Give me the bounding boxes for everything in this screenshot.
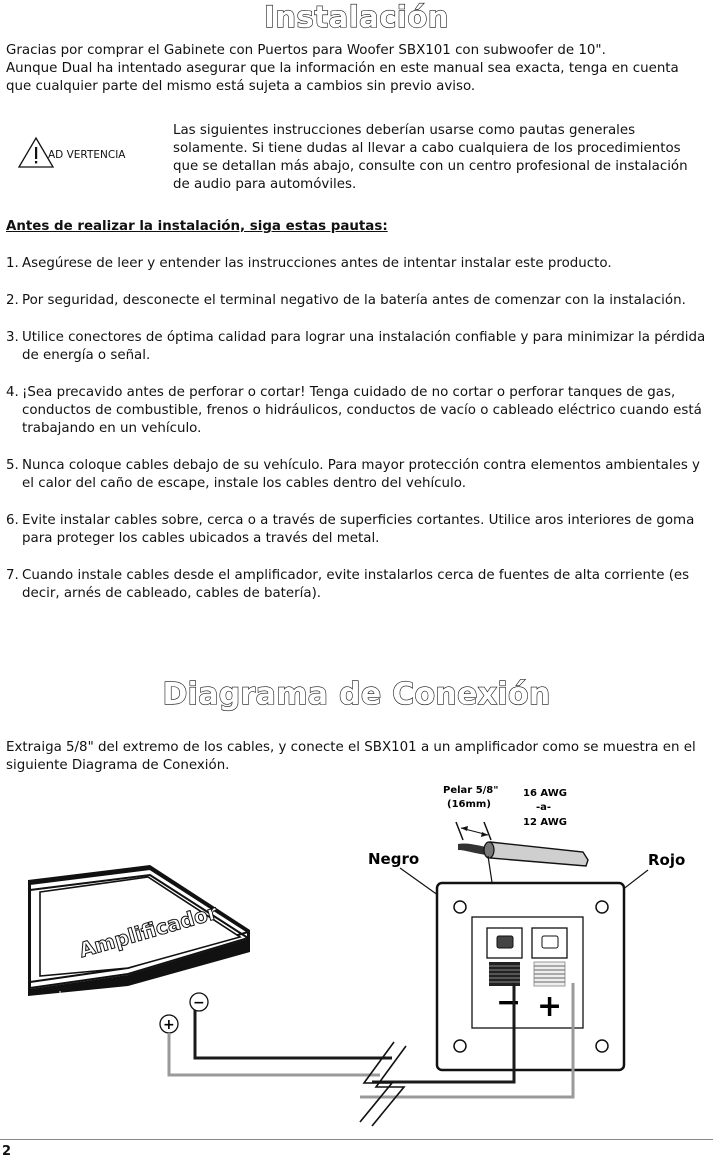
red-wire-label: Rojo [648, 851, 686, 869]
footer-divider [0, 1139, 713, 1140]
list-item: 5. Nunca coloque cables debajo de su vehículo. Para mayor protección contra elementos ambientales y el calor del caño de escape, instale los cables dentro del vehículo. [6, 458, 700, 491]
diagram-title: Diagrama de Conexión [162, 677, 551, 712]
stripped-wire-illustration [456, 822, 588, 866]
connection-diagram [0, 780, 713, 1130]
list-item: 2. Por seguridad, desconecte el terminal negativo de la batería antes de comenzar con la instalación. [6, 293, 686, 308]
diagram-instructions: Extraiga 5/8" del extremo de los cables, y conecte el SBX101 a un amplificador como se muestra en el siguiente Diagrama de Conexión. [6, 740, 696, 773]
black-wire-label: Negro [368, 850, 420, 868]
page-title: Instalación [264, 0, 449, 34]
intro-paragraph [6, 42, 708, 96]
before-install-heading: Antes de realizar la instalación, siga estas pautas: [6, 219, 388, 234]
svg-text:−: − [193, 995, 205, 1011]
wire-gauge-separator: -a- [536, 802, 552, 813]
list-item: 3. Utilice conectores de óptima calidad para lograr una instalación confiable y para minimizar la pérdida de energía o señal. [6, 330, 706, 363]
wire-break-symbol [360, 1042, 406, 1126]
svg-text:+: + [163, 1017, 175, 1033]
terminal-negative-sign: − [496, 985, 522, 1020]
intro-line-thanks: Gracias por comprar el Gabinete con Puertos para Woofer SBX101 con subwoofer de 10". [6, 43, 606, 58]
warning-box [14, 136, 134, 170]
page-number: 2 [2, 1144, 12, 1159]
warning-text: Las siguientes instrucciones deberían usarse como pautas generales solamente. Si tiene dudas al llevar a cabo cualquiera de los procedimientos que se detallan más abajo, consulte con un centro profesional de instalación de audio para automóviles. [173, 123, 688, 192]
list-item: 4. ¡Sea precavido antes de perforar o cortar! Tenga cuidado de no cortar o perforar tanques de gas, conductos de combustible, frenos o hidráulicos, conductos de vacío o cableado eléctrico cuando está trabajando en un vehículo. [6, 385, 702, 436]
warning-label: AD VERTENCIA [48, 149, 126, 161]
wire-gauge-max-label: 12 AWG [523, 817, 567, 828]
list-item: 7. Cuando instale cables desde el amplificador, evite instalarlos cerca de fuentes de alta corriente (es decir, arnés de cableado, cables de batería). [6, 568, 690, 601]
speaker-terminal-plate [437, 883, 624, 1070]
list-item: 1. Asegúrese de leer y entender las instrucciones antes de intentar instalar este producto. [6, 256, 612, 271]
strip-length-label: Pelar 5/8" [443, 785, 499, 796]
terminal-positive-sign: + [537, 989, 563, 1024]
amplifier-illustration [28, 865, 250, 996]
amplifier-label: Amplificador [76, 899, 220, 963]
steps-list [6, 255, 706, 622]
list-item: 6. Evite instalar cables sobre, cerca o a través de superficies cortantes. Utilice aros interiores de goma para proteger los cables ubicados a través del metal. [6, 513, 695, 546]
wire-gauge-min-label: 16 AWG [523, 788, 567, 799]
strip-length-mm-label: (16mm) [447, 799, 491, 810]
intro-line-disclaimer: Aunque Dual ha intentado asegurar que la información en este manual sea exacta, tenga en cuenta que cualquier parte del mismo está sujeta a cambios sin previo aviso. [6, 61, 679, 94]
